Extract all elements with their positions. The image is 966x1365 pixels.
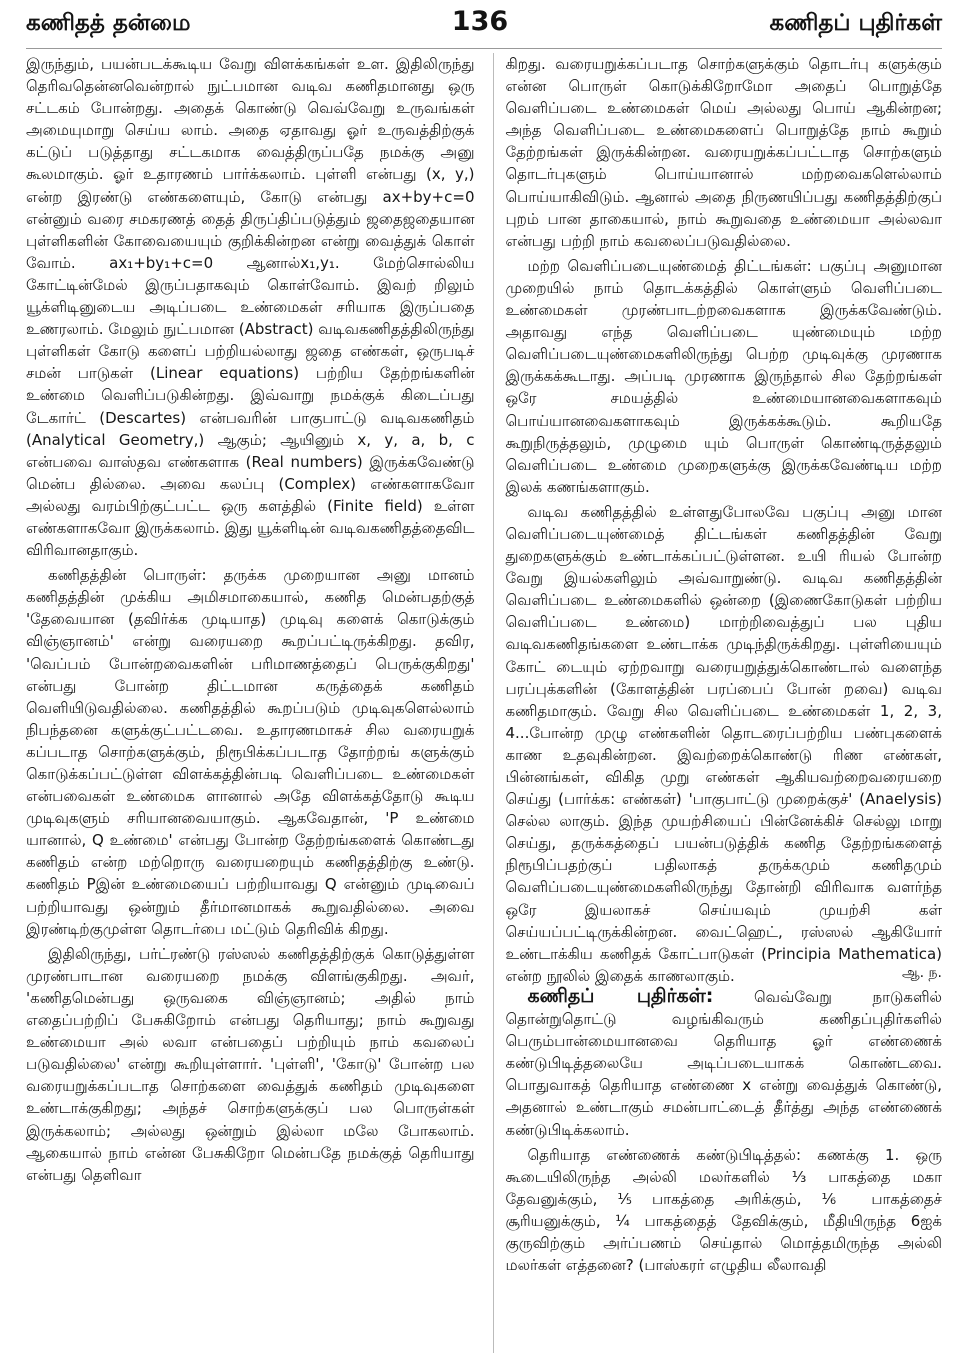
- section-intro-text: வெவ்வேறு நாடுகளில் தொன்றுதொட்டு வழங்கிவரும் கணிதப்புதிர்களில் பெரும்பான்மையானவை தெரியாத ஓர் எண்ணைக் கண்டுபிடித்தலையே அடிப்படையாகக் கொண்டவை. பொதுவாகத் தெரியாத எண்ணை x என்று வைத்துக் கொண்டு, அதனால் உண்டாகும் சமன்பாட்டைத் தீர்த்து அந்த எண்ணைக் கண்டுபிடிக்கலாம்.: [505, 987, 942, 1139]
- paragraph: கிறது. வரையறுக்கப்படாத சொற்களுக்கும் தொடர்பு களுக்கும் என்ன பொருள் கொடுக்கிறோமோ அதைப் பொறுத்தே வெளிப்படை உண்மைகள் மெய் அல்லது பொய் ஆகின்றன; அந்த வெளிப்படை உண்மைகளைப் பொறுத்தே நாம் கூறும் தேற்றங்கள் இருக்கின்றன. வரையறுக்கப்பட்டாத சொற்களும் தொடர்புகளும் பொய்யானால் மற்றவைகளெல்லாம் பொய்யாகிவிடும். ஆனால் அதை நிருணயிப்பது கணிதத்திற்குப் புறம் பான தாகையால், நாம் கூறுவதை உண்மையா அல்லவா என்பது பற்றி நாம் கவலைப்படுவதில்லை.: [505, 55, 942, 250]
- paragraph: மற்ற வெளிப்படையுண்மைத் திட்டங்கள்: பகுப்பு அனுமான முறையில் நாம் தொடக்கத்தில் கொள்ளும் வெளிப்படை உண்மைகள் முரண்பாடற்றவைகளாக இருக்கவேண்டும். அதாவது எந்த வெளிப்படை யுண்மையும் மற்ற வெளிப்படையுண்மைகளிலிருந்து பெற்ற முடிவுக்கு முரணாக இருக்கக்கூடாது. அப்படி முரணாக இருந்தால் சில தேற்றங்கள் ஒரே சமயத்தில் உண்மையானவைகளாகவும் பொய்யானவைகளாகவும் இருக்கக்கூடும். கூறியதே கூறுநிருத்தலும், முழுமை யும் பொருள் கொண்டிருத்தலும் வெளிப்படை உண்மை முறைகளுக்கு இருக்கவேண்டிய மற்ற இலக் கணங்களாகும்.: [505, 256, 942, 496]
- right-column: [493, 53, 943, 1353]
- page-header: [26, 6, 942, 49]
- section-title: கணிதப் புதிர்கள்:: [527, 984, 714, 1007]
- running-head-left: கணிதத் தன்மை: [26, 10, 191, 36]
- paragraph: கணிதத்தின் பொருள்: தருக்க முறையான அனு மானம் கணிதத்தின் முக்கிய அமிசமாகையால், கணித மென்பதற்குத் 'தேவையான (தவிர்க்க முடியாத) முடிவு களைக் கொடுக்கும் விஞ்ஞானம்' என்று வரையறை கூறப்பட்டிருக்கிறது. தவிர, 'வெப்பம் போன்றவைகளின் பரிமாணத்தைப் பெருக்குகிறது' என்பது போன்ற திட்டமான கருத்தைக் கணிதம் வெளியிடுவதில்லை. கணிதத்தில் கூறப்படும் முடிவுகளெல்லாம் நிபந்தனை களுக்குட்பட்டவை. உதாரணமாகச் சில வரையறுக் கப்படாத சொற்களுக்கும், நிரூபிக்கப்படாத தோற்றங் களுக்கும் கொடுக்கப்பட்டுள்ள விளக்கத்தின்படி வெளிப்படை உண்மைகள் என்பவைகள் உண்மைக ளானால் அதே விளக்கத்தோடு கூடிய முடிவுகளும் சரியானவையாகும். ஆகவேதான், 'P உண்மை யானால், Q உண்மை' என்பது போன்ற தேற்றங்களைக் கொண்டது கணிதம் என்ற மற்றொரு வரையறையும் கணிதத்திற்கு உண்டு. கணிதம் Pஇன் உண்மையைப் பற்றியாவது Q என்னும் முடிவைப் பற்றியாவது ஒன்றும் தீர்மானமாகக் கூறுவதில்லை. அவை இரண்டிற்குமுள்ள தொடர்பை மட்டும் தெரிவிக் கிறது.: [26, 566, 475, 938]
- author-signature: ஆ. ந.: [901, 964, 942, 981]
- paragraph: இதிலிருந்து, பர்ட்ரண்டு ரஸ்ஸல் கணிதத்திற்குக் கொடுத்துள்ள முரண்பாடான வரையறை நமக்கு விளங்குகிறது. அவர், 'கணிதமென்பது ஒருவகை விஞ்ஞானம்; அதில் நாம் எதைப்பற்றிப் பேசுகிறோம் என்பது தெரியாது; நாம் கூறுவது உண்மையா அல் லவா என்பதைப் பற்றியும் நாம் கவலைப் படுவதில்லை' என்று கூறியுள்ளார். 'புள்ளி', 'கோடு' போன்ற பல வரையறுக்கப்படாத சொற்களை வைத்துக் கணிதம் முடிவுகளை உண்டாக்குகிறது; அந்தச் சொற்களுக்குப் பல பொருள்கள் இருக்கலாம்; அல்லது ஒன்றும் இல்லா மலே போகலாம். ஆகையால் நாம் என்ன பேசுகிறோ மென்பதே நமக்குத் தெரியாது என்பது தெளிவா: [26, 944, 475, 1184]
- paragraph: இருந்தும், பயன்படக்கூடிய வேறு விளக்கங்கள் உள. இதிலிருந்து தெரிவதென்னவென்றால் நுட்பமான வடிவ கணிதமானது ஒரு சட்டகம் போன்றது. அதைக் கொண்டு வெவ்வேறு உருவங்கள் அமையுமாறு செய்ய லாம். அதை ஏதாவது ஓர் உருவத்திற்குக் கட்டுப் படுத்தாது சட்டகமாக வைத்திருப்பதே நமக்கு அனு கூலமாகும். ஓர் உதாரணம் பார்க்கலாம். புள்ளி என்பது (x, y,) என்ற இரண்டு எண்களையும், கோடு என்பது ax+by+c=0 என்னும் வரை சமகரணத் தைத் திருப்திப்படுத்தும் ஜதைஜதையான புள்ளிகளின் கோவையையும் குறிக்கின்றன என்று வைத்துக் கொள் வோம். ax₁+by₁+c=0 ஆனால்x₁,y₁. மேற்சொல்லிய கோட்டின்மேல் இருப்பதாகவும் கொள்வோம். இவற் றிலும் யூக்ளிடினுடைய அடிப்படை உண்மைகள் சரியாக இருப்பதை உணரலாம். மேலும் நுட்பமான (Abstract) வடிவகணிதத்திலிருந்து புள்ளிகள் கோடு களைப் பற்றியல்லாது ஜதை எண்கள், ஒருபடிச் சமன் பாடுகள் (Linear equations) பற்றிய தேற்றங்களின் உண்மை வெளிப்படுகின்றது. இவ்வாறு நமக்குக் கிடைப்பது டேகார்ட் (Descartes) என்பவரின் பாகுபாட்டு வடிவகணிதம் (Analytical Geometry,) ஆகும்; ஆயினும் x, y, a, b, c என்பவை வாஸ்தவ எண்களாக (Real numbers) இருக்கவேண்டு மென்ப தில்லை. அவை கலப்பு (Complex) எண்களாகவோ அல்லது வரம்பிற்குட்பட்ட ஒரு களத்தில் (Finite field) உள்ள எண்களாகவோ இருக்கலாம். இது யூக்ளிடின் வடிவகணிதத்தைவிட விரிவானதாகும்.: [26, 55, 475, 560]
- left-column: [26, 53, 475, 1353]
- running-head-right: கணிதப் புதிர்கள்: [769, 10, 942, 36]
- section-intro-paragraph: [506, 985, 943, 1141]
- page-number: 136: [451, 6, 509, 37]
- paragraph: வடிவ கணிதத்தில் உள்ளதுபோலவே பகுப்பு அனு மான வெளிப்படையுண்மைத் திட்டங்கள் கணிதத்தின் வேறு துறைகளுக்கும் உண்டாக்கப்பட்டுள்ளன. உயி ரியல் போன்ற வேறு இயல்களிலும் அவ்வாறுண்டு. வடிவ கணிதத்தின் வெளிப்படை உண்மைகளில் ஒன்றை (இணைகோடுகள் பற்றிய வெளிப்படை உண்மை) மாற்றிவைத்துப் பல புதிய வடிவகணிதங்களை உண்டாக்க முடிந்திருக்கிறது. புள்ளியையும் கோட் டையும் ஏற்றவாறு வரையறுத்துக்கொண்டால் வளைந்த பரப்புக்களின் (கோளத்தின் பரப்பைப் போன் றவை) வடிவ கணிதமாகும். வேறு சில வெளிப்படை உண்மைகள் 1, 2, 3, 4...போன்ற முழு எண்களின் தொடரைப்பற்றிய பண்புகளைக் காண உதவுகின்றன. இவற்றைக்கொண்டு ரிண எண்கள், பின்னங்கள், விகித முறு எண்கள் ஆகியவற்றைவரையறை செய்து (பார்க்க: எண்கள்) 'பாகுபாட்டு முறைக்குச்' (Anaelysis) செல்ல லாகும். இந்த முயற்சியைப் பின்னேக்கிச் செல்லு மாறு செய்து, தருக்கத்தைப் பயன்படுத்திக் கணித தேற்றங்களைத் நிரூபிப்பதற்குப் பதிலாகத் தருக்கமும் கணிதமும் வெளிப்படையுண்மைகளிலிருந்து தோன்றி விரிவாக வளர்ந்த ஒரே இயலாகச் செய்யவும் முயற்சி கள் செய்யப்பட்டிருக்கின்றன. வைட்ஹெட், ரஸ்ஸல் ஆகியோர் உண்டாக்கிய கணிதக் கோட்பாடுகள் (Principia Mathematica) என்ற நூலில் இதைக் காணலாகும்.: [505, 502, 942, 985]
- text-columns: [26, 53, 942, 1353]
- paragraph: தெரியாத எண்ணைக் கண்டுபிடித்தல்: கணக்கு 1. ஒரு கூடையிலிருந்த அல்லி மலர்களில் ⅓ பாகத்தை மகா தேவனுக்கும், ⅕ பாகத்தை அரிக்கும், ⅙ பாகத்தைச் சூரியனுக்கும், ¼ பாகத்தைத் தேவிக்கும், மீதியிருந்த 6ஐக் குருவிற்கும் அர்ப்பணம் செய்தால் மொத்தமிருந்த அல்லி மலர்கள் எத்தனை? (பாஸ்கரர் எழுதிய லீலாவதி: [505, 1145, 942, 1275]
